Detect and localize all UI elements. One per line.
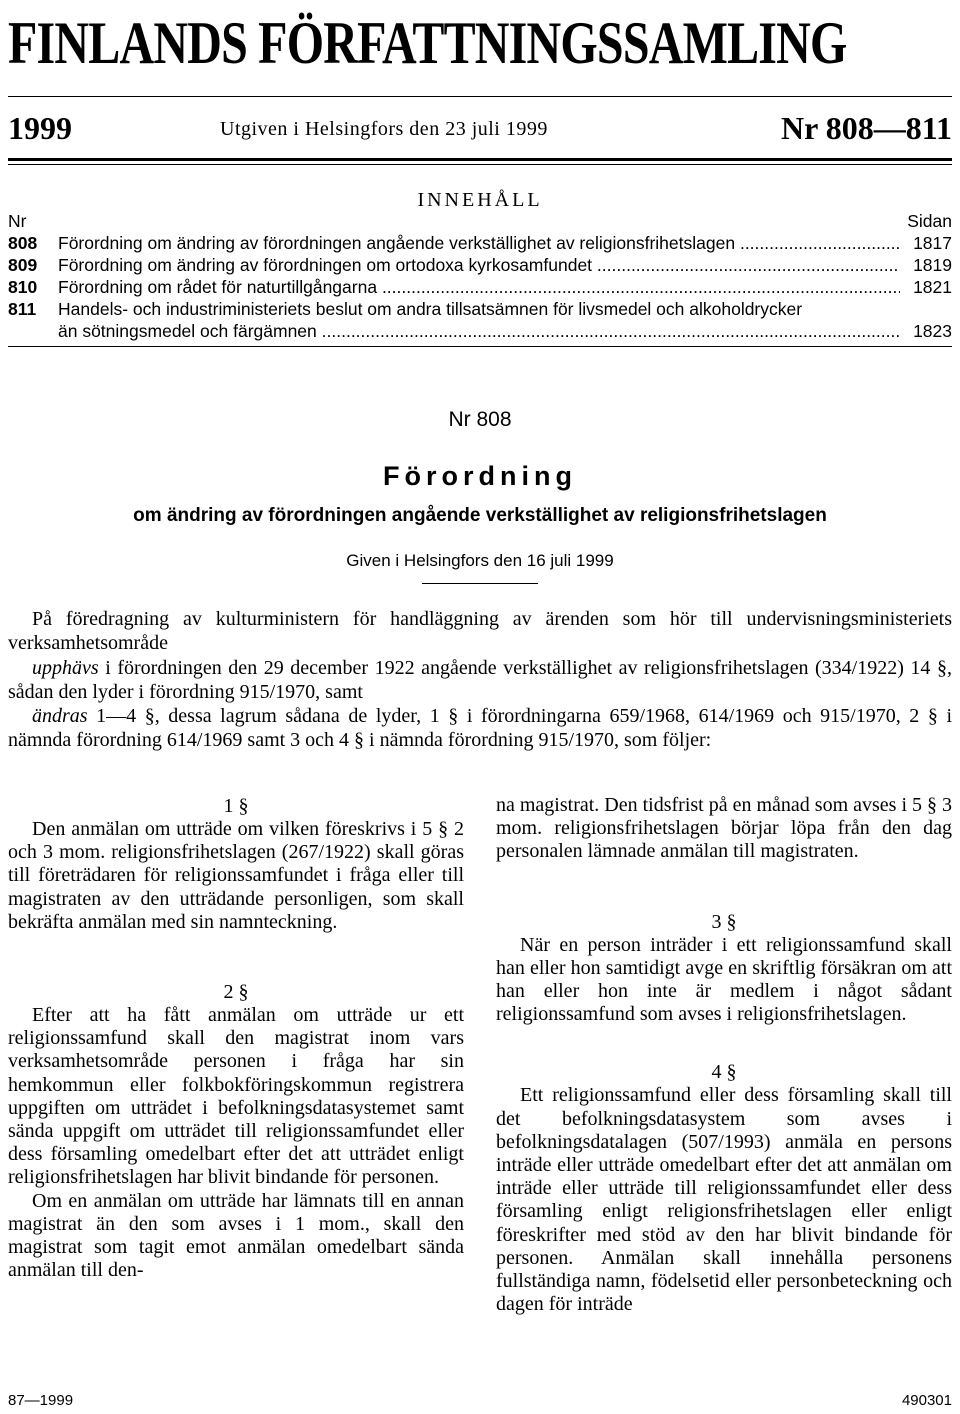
issue-year: 1999	[8, 110, 72, 146]
decree-title: om ändring av förordningen angående verkställighet av religionsfrihetslagen	[133, 505, 827, 526]
section-heading: 2 §	[223, 981, 249, 1004]
section-heading: 3 §	[711, 910, 737, 933]
masthead-title: FINLANDS FÖRFATTNINGSSAMLING	[8, 10, 847, 76]
toc-item-title-line1: Handels- och industriministeriets beslut om andra tillsatsämnen för livsmedel och alkoholdrycker	[58, 299, 803, 319]
issue-row	[8, 108, 952, 148]
toc-item-title-line2: än sötningsmedel och färgämnen .....	[58, 320, 900, 342]
column-right	[496, 794, 952, 1316]
toc-header	[8, 210, 952, 232]
decree-given: Given i Helsingfors den 16 juli 1999	[346, 551, 614, 570]
toc-col-page: Sidan	[907, 211, 952, 231]
issue-numbers: Nr 808—811	[781, 110, 952, 146]
toc-item	[8, 232, 952, 254]
toc-item-page: 1823	[913, 321, 952, 341]
preamble-paragraph	[8, 704, 952, 753]
toc-item	[8, 298, 952, 342]
header-rule-thick	[8, 158, 952, 161]
toc-col-nr: Nr	[8, 211, 27, 231]
header-rule-top	[8, 96, 952, 97]
toc-item-title: Förordning om rådet för naturtillgångarna .....	[58, 276, 900, 298]
toc-item-nr: 808	[8, 233, 38, 253]
decree-number: Nr 808	[448, 408, 512, 431]
contents-rule	[8, 346, 952, 347]
footer-left: 87—1999	[8, 1392, 74, 1409]
toc-item-nr: 810	[8, 277, 38, 297]
table-of-contents	[8, 210, 952, 342]
toc-item-nr: 809	[8, 255, 38, 275]
toc-item-nr: 811	[8, 299, 37, 319]
footer-right: 490301	[901, 1392, 952, 1409]
toc-item-page: 1821	[913, 277, 952, 297]
contents-heading: INNEHÅLL	[417, 189, 543, 211]
preamble	[8, 607, 952, 753]
section-heading: 1 §	[223, 795, 249, 817]
toc-item	[8, 276, 952, 298]
toc-item-page: 1817	[913, 233, 952, 253]
decree-type: Förordning	[383, 461, 577, 491]
preamble-text: 1—4 §, dessa lagrum sådana de lyder, 1 § i förordningarna 659/1968, 614/1969 och 915/1970, 2 § i nämnda förordning 614/1969 samt 3 och 4 § i nämnda förordning 915/1970, som följer:	[8, 705, 952, 752]
section-paragraph-continued: na magistrat. Den tidsfrist på en månad som avses i 5 § 3 mom. religionsfrihetslagen börjar löpa från den dag personalen lämnade anmälan till magistraten.	[496, 794, 953, 863]
preamble-paragraph	[8, 656, 952, 705]
section-paragraph: Den anmälan om utträde om vilken föreskrivs i 5 § 2 och 3 mom. religionsfrihetslagen (267/1922) skall göras till företrädaren för religionssamfundet i fråga eller till magistraten av den utträdande personligen, som skall bekräfta anmälan med sin namnteckning.	[8, 818, 464, 933]
section-paragraph: Om en anmälan om utträde har lämnats till en annan magistrat än den som avses i 1 mom., skall den magistrat som tagit emot anmälan omedelbart sända anmälan till den-	[8, 1189, 464, 1282]
given-rule	[422, 583, 538, 584]
header-rule-thin	[8, 164, 952, 165]
toc-item-title: Förordning om ändring av förordningen om ortodoxa kyrkosamfundet .....	[58, 254, 900, 276]
section-paragraph: Ett religionssamfund eller dess församling skall till det befolkningsdatasystem som avses i befolkningsdatalagen (507/1993) anmäla en persons inträde eller utträde omedelbart efter det att anmälan om inträde eller utträde till religionssamfundet eller dess församling enligt religionsfrihetslagen eller enligt föreskrifter med stöd av den har blivit bindande för personen. Anmälan skall innehålla personens fullständiga namn, födelsetid eller personbeteckning och dagen för inträde	[496, 1084, 952, 1316]
preamble-paragraph: På föredragning av kulturministern för handläggning av ärenden som hör till undervisningsministeriets verksamhetsområde	[8, 608, 952, 655]
section-heading: 4 §	[711, 1061, 737, 1084]
section-paragraph: När en person inträder i ett religionssamfund skall han eller hon samtidigt avge en skriftlig försäkran om att han eller hon inte är medlem i något sådant religionssamfund som avses i religionsfrihetslagen.	[496, 933, 952, 1026]
toc-item	[8, 254, 952, 276]
preamble-text: i förordningen den 29 december 1922 angående verkställighet av religionsfrihetslagen (334/1922) 14 §, sådan den lyder i förordning 915/1970, samt	[8, 656, 952, 703]
toc-item-title: Förordning om ändring av förordningen angående verkställighet av religionsfrihetslagen .....	[58, 232, 900, 254]
issue-date: Utgiven i Helsingfors den 23 juli 1999	[220, 118, 548, 140]
column-left	[8, 794, 464, 1282]
preamble-keyword: upphävs	[32, 656, 99, 679]
section-paragraph: Efter att ha fått anmälan om utträde ur ett religionssamfund skall den magistrat inom vars verksamhetsområde personen i fråga har sin hemkommun eller folkbokföringskommun registrera uppgiften om utträdet i befolkningsdatasystemet samt sända uppgift om utträdet till religionssamfundet eller dess församling omedelbart efter det att utträdet enligt religionsfrihetslagen har blivit bindande för personen.	[8, 1004, 464, 1189]
preamble-keyword: ändras	[32, 705, 88, 728]
toc-item-page: 1819	[913, 255, 952, 275]
